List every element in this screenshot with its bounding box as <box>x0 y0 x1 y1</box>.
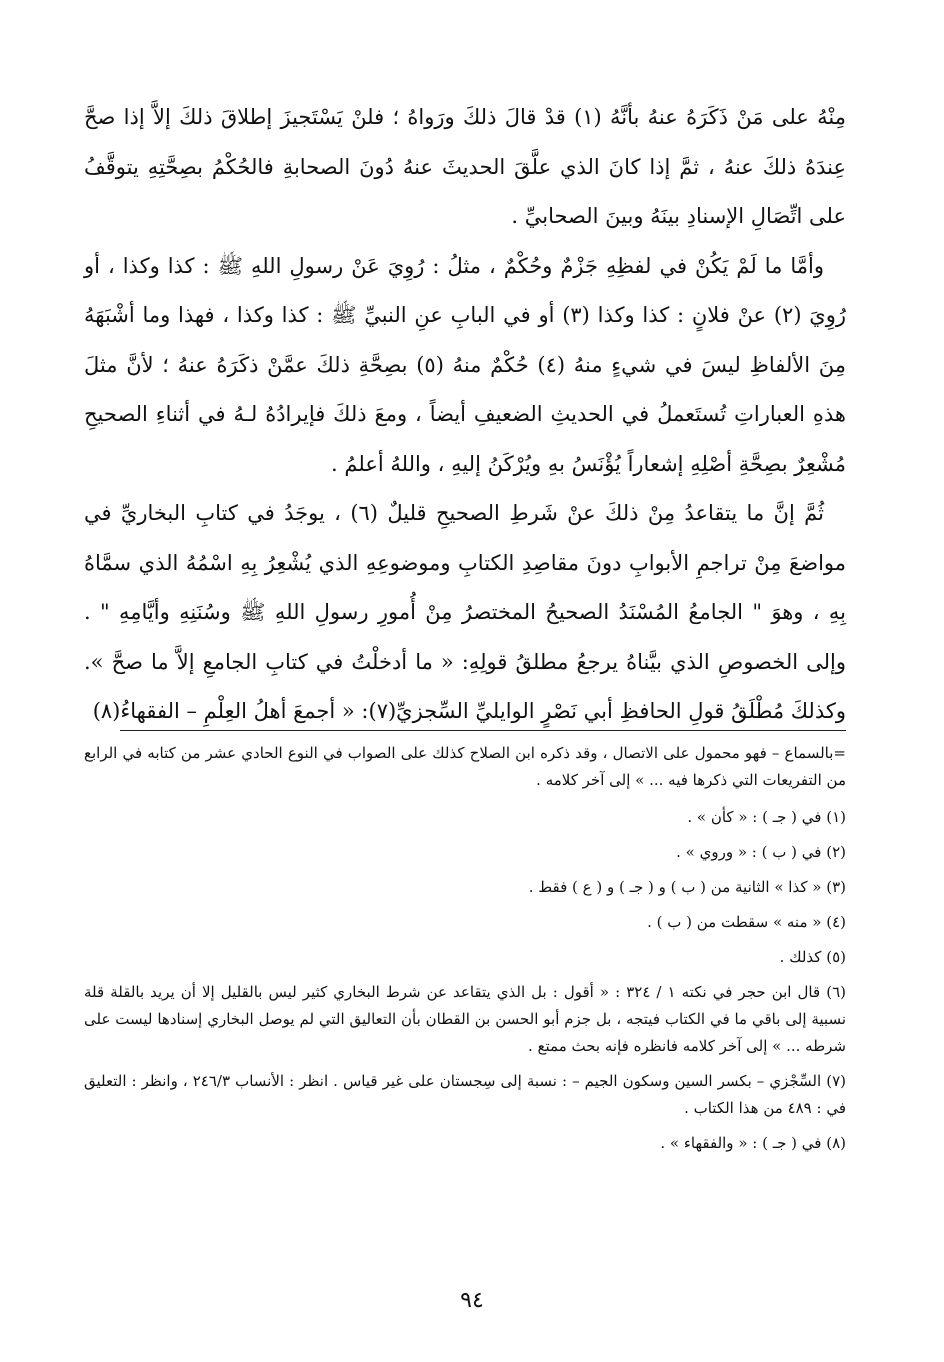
footnotes <box>84 740 846 1165</box>
footnote-6 <box>84 979 846 1060</box>
paragraph-2: وأمَّا ما لَمْ يَكُنْ في لفظِهِ جَزْمٌ وحُكْمٌ ، مثلُ : رُوِيَ عَنْ رسولِ اللهِ ﷺ : كذا وكذا ، أو رُوِيَ (٢) عنْ فلانٍ : كذا وكذا (٣) أو في البابِ عنِ النبيِّ ﷺ : كذا وكذا ، فهذا وما أشْبَهَهُ مِنَ الألفاظِ ليسَ في شيءٍ منهُ (٤) حُكْمٌ منهُ (٥) بصِحَّةِ ذلكَ عمَّنْ ذكَرَهُ عنهُ ؛ لأنَّ مثلَ هذهِ العباراتِ تُستَعملُ في الحديثِ الضعيفِ أيضاً ، ومعَ ذلكَ فإيرادُهُ لـهُ في أثناءِ الصحيحِ مُشْعِرٌ بصِحَّةِ أصْلِهِ إشعاراً يُؤْنَسُ بهِ ويُرْكَنُ إليهِ ، واللهُ أعلمُ . <box>84 253 847 476</box>
footnote-text: « كذا » الثانية من ( ب ) و ( جـ ) و ( ع ) فقط . <box>528 878 822 896</box>
footnote-text: في ( جـ ) : « والفقهاء » . <box>660 1134 822 1152</box>
footnote-continuation <box>84 740 846 794</box>
footnote-number: (٨) <box>826 1134 846 1152</box>
footnote-4 <box>84 909 846 936</box>
footnote-separator <box>120 730 846 731</box>
footnote-text: قال ابن حجر في نكته ١ / ٣٢٤ : « أقول : بل الذي يتقاعد عن شرط البخاري كثير ليس بالقليل إلا أن يريد بالقلة قلة نسبية إلى باقي ما في الكتاب فيتجه ، بل جزم أبو الحسن بن القطان بأن التعاليق التي لم يوصل البخاري إسنادها ليست على شرطه ... » إلى آخر كلامه فانظره فإنه بحث ممتع . <box>84 983 846 1055</box>
footnote-number: (٣) <box>826 878 846 896</box>
footnote-3 <box>84 874 846 901</box>
paragraph-3: ثُمَّ إنَّ ما يتقاعدُ مِنْ ذلكَ عنْ شَرطِ الصحيحِ قليلٌ (٦) ، يوجَدُ في كتابِ البخاريِّ في مواضعَ مِنْ تراجمِ الأبوابِ دونَ مقاصِدِ الكتابِ وموضوعِهِ الذي يُشْعِرُ بِهِ اسْمُهُ الذي سمَّاهُ بِهِ ، وهوَ " الجامعُ المُسْنَدُ الصحيحُ المختصرُ مِنْ أُمورِ رسولِ اللهِ ﷺ وسُنَنِهِ وأيَّامِهِ " . وإلى الخصوصِ الذي بيَّناهُ يرجعُ مطلقُ قولِهِ: « ما أدخلْتُ في كتابِ الجامعِ إلاَّ ما صحَّ ». وكذلكَ مُطْلَقُ قولِ الحافظِ أبي نَصْرٍ الوايليِّ السِّجزيِّ(٧): « أجمعَ أهلُ العِلْمِ – الفقهاءُ(٨) <box>84 501 846 723</box>
page-number: ٩٤ <box>460 1288 484 1313</box>
footnote-number: (٢) <box>826 843 846 861</box>
footnote-text: في ( ب ) : « وروي » . <box>676 843 822 861</box>
footnote-text: كذلك . <box>779 948 822 966</box>
paragraph-1: مِنْهُ على مَنْ ذَكَرَهُ عنهُ بأنَّهُ (١) قدْ قالَ ذلكَ ورَواهُ ؛ فلنْ يَسْتَجيزَ إطلاقَ ذلكَ إلاَّ إذا صحَّ عِندَهُ ذلكَ عنهُ ، ثمَّ إذا كانَ الذي علَّقَ الحديثَ عنهُ دُونَ الصحابةِ فالحُكْمُ بصِحَّتِهِ يتوقَّفُ على اتِّصَالِ الإسنادِ بينَهُ وبينَ الصحابيِّ . <box>84 105 846 228</box>
footnote-text: السِّجْزي – بكسر السين وسكون الجيم – : نسبة إلى سِجستان على غير قياس . انظر : الأنساب ٢٤٦/٣ ، وانظر : التعليق في : ٤٨٩ من هذا الكتاب . <box>84 1072 846 1117</box>
footnote-number: (٦) <box>826 983 846 1001</box>
footnote-7 <box>84 1068 846 1122</box>
footnote-text: « منه » سقطت من ( ب ) . <box>647 913 822 931</box>
footnote-number: (٤) <box>826 913 846 931</box>
footnote-2 <box>84 839 846 866</box>
footnote-8 <box>84 1130 846 1157</box>
footnote-1 <box>84 804 846 831</box>
footnote-number: (٧) <box>826 1072 846 1090</box>
footnote-5 <box>84 944 846 971</box>
main-text <box>84 93 846 737</box>
footnote-number: (١) <box>826 808 846 826</box>
footnote-number: (٥) <box>826 948 846 966</box>
footnote-text: =بالسماع – فهو محمول على الاتصال ، وقد ذكره ابن الصلاح كذلك على الصواب في النوع الحادي عشر من كتابه في الرابع من التفريعات التي ذكرها فيه ... » إلى آخر كلامه . <box>84 744 846 789</box>
footnote-text: في ( جـ ) : « كأن » . <box>687 808 822 826</box>
